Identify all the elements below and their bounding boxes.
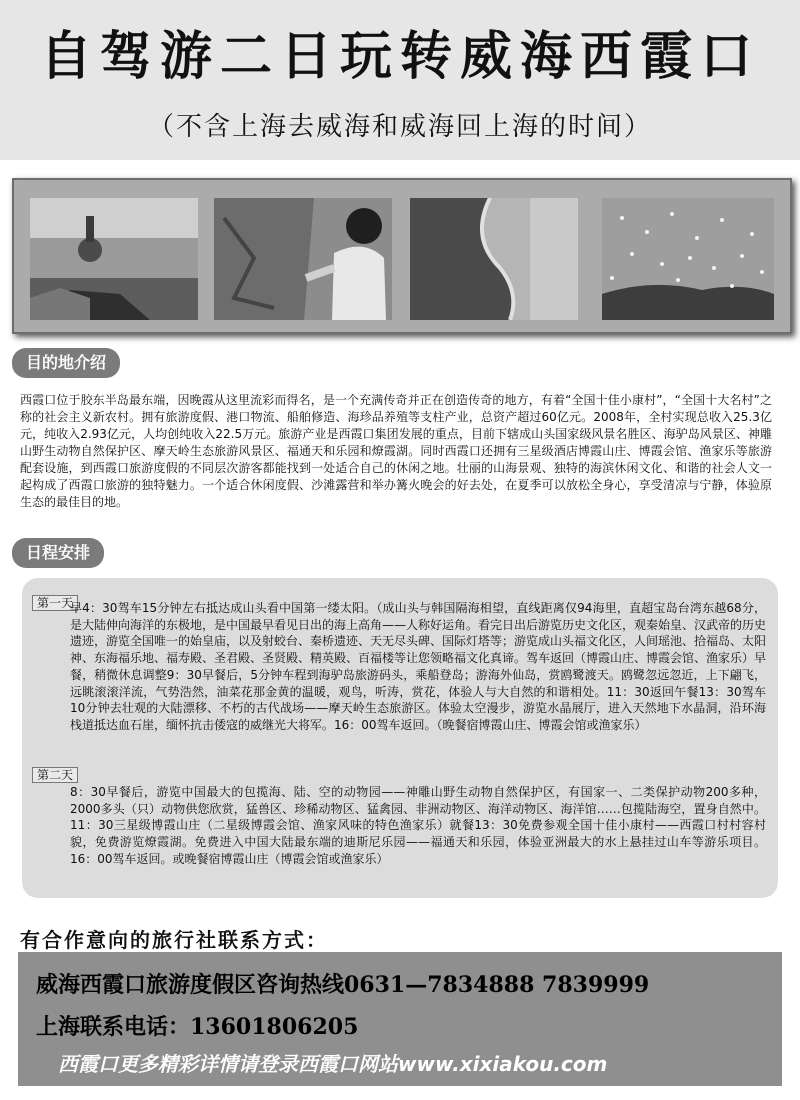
contact-box [18,952,782,1086]
page-subtitle: （不含上海去威海和威海回上海的时间） [147,112,652,142]
hotline-text: 威海西霞口旅游度假区咨询热线0631—7834888 7839999 [36,972,650,998]
day-1-label: 第一天 [32,595,78,611]
day-2-text: 8：30早餐后，游览中国最大的包揽海、陆、空的动物园——神雕山野生动物自然保护区，有国家一、二类保护动物200多种，2000多头（只）动物供您欣赏，猛兽区、珍稀动物区、猛禽园、非洲动物区、海洋动物区、海洋馆……包揽陆海空，置身自然中。11：30三星级博霞山庄（二星级博霞会馆、渔家风味的特色渔家乐）就餐13：30免费参观全国十佳小康村——西霞口村村容村貌，免费游览燎霞湖。免费进入中国大陆最东端的迪斯尼乐园——福通天和乐园，体验亚洲最大的水上悬挂过山车等游乐项目。16：00驾车返回。或晚餐宿博霞山庄（博霞会馆或渔家乐） [70,785,766,866]
website-text[interactable]: 西霞口更多精彩详情请登录西霞口网站www.xixiakou.com [58,1052,608,1076]
section-badge-schedule: 日程安排 [12,538,104,568]
page-title: 自驾游二日玩转威海西霞口 [39,27,760,87]
contact-heading: 有合作意向的旅行社联系方式： [20,928,328,952]
shanghai-phone-text: 上海联系电话：13601806205 [36,1014,359,1040]
day-2-label: 第二天 [32,767,78,783]
header-banner [0,0,800,160]
schedule-panel [22,578,778,898]
section-badge-intro: 目的地介绍 [12,348,120,378]
girl-touching-rocks-photo [214,198,392,320]
seabirds-photo [602,198,774,320]
aerial-coast-photo [410,198,578,320]
statue-harbor-photo [30,198,198,320]
photo-strip [12,178,792,334]
intro-text: 西霞口位于胶东半岛最东端，因晚霞从这里流彩而得名，是一个充满传奇并正在创造传奇的地方，有着“全国十佳小康村”，“全国十大名村”之称的社会主义新农村。拥有旅游度假、港口物流、船舶修造、海珍品养殖等支柱产业，总资产超过60亿元。2008年，全村实现总收入25.3亿元，纯收入2.93亿元，人均创纯收入22.5万元。旅游产业是西霞口集团发展的重点，目前下辖成山头国家级风景名胜区、海驴岛风景区、神雕山野生动物自然保护区、摩天岭生态旅游风景区、福通天和乐园和燎霞湖。同时西霞口还拥有三星级酒店博霞山庄、博霞会馆、渔家乐等旅游配套设施，到西霞口旅游度假的不同层次游客都能找到一处适合自己的休闲之地。壮丽的山海景观、独特的海滨休闲文化、和谐的社会人文一起构成了西霞口旅游的独特魅力。一个适合休闲度假、沙滩露营和举办篝火晚会的好去处，在夏季可以放松全身心，享受清凉与宁静，体验原生态的最佳目的地。 [20,393,772,509]
day-1-text: 早4：30驾车15分钟左右抵达成山头看中国第一缕太阳。（成山头与韩国隔海相望，直线距离仅94海里，直超宝岛台湾东越68分，是大陆伸向海洋的东极地，是中国最早看见日出的海上高角——人称好运角。看完日出后游览历史文化区，观秦始皇、汉武帝的历史遗迹，游览全国唯一的始皇庙，以及射蛟台、秦桥遗迹、天无尽头碑、国际灯塔等；游览成山头福文化区，人间瑶池、拾福岛、太阳神、东海福乐地、福寿殿、圣君殿、圣贤殿、精英殿、百福楼等让您领略福文化真谛。驾车返回（博霞山庄、博霞会馆、渔家乐）早餐，稍微休息调整9：30早餐后，5分钟车程到海驴岛旅游码头，乘船登岛；游海外仙岛，赏鸥鹭渡天。鸥鹭忽远忽近，上下翩飞，远眺滚滚洋流，气势浩然，油菜花那金黄的温暖，观鸟，听涛，赏花，体验人与大自然的和谐相处。11：30返回午餐13：30驾车10分钟去壮观的大陆漂移、不朽的古代战场——摩天岭生态旅游区。体验太空漫步，游览水晶展厅，进入天然地下水晶洞，沿环海栈道抵达血石崖，缅怀抗击倭寇的威继光大将军。16：00驾车返回。（晚餐宿博霞山庄、博霞会馆或渔家乐） [70,601,767,732]
